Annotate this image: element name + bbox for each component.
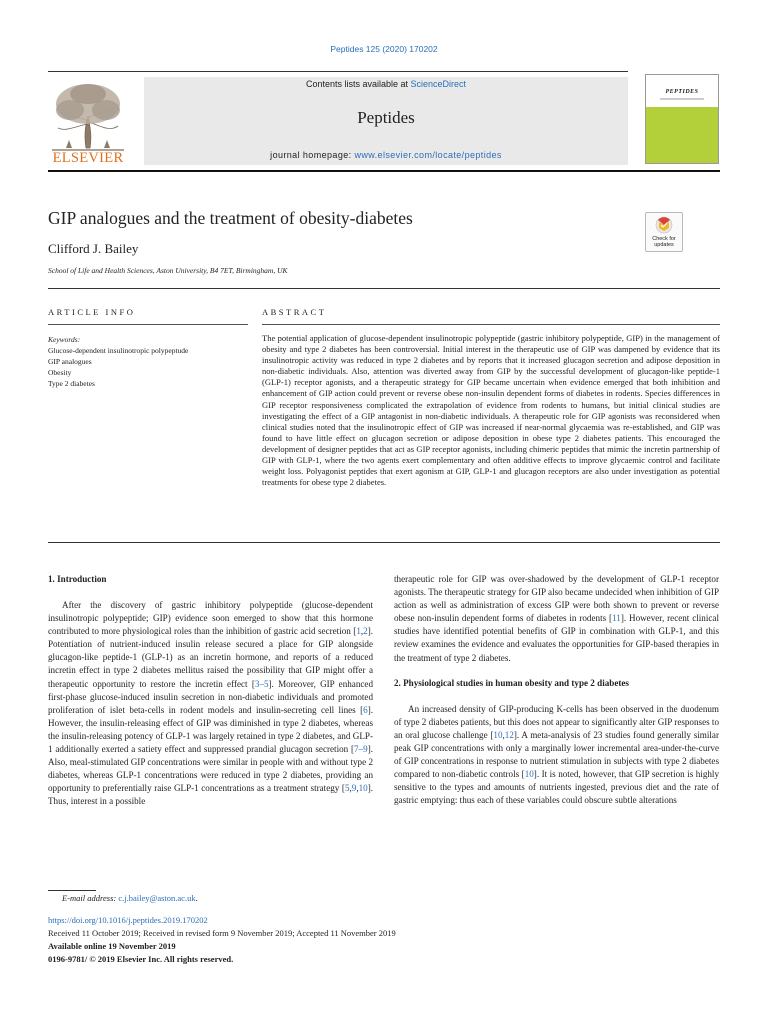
author-affiliation: School of Life and Health Sciences, Aston University, B4 7ET, Birmingham, UK [48,266,288,275]
text-run: ]. Moreover, GIP enhanced first-phase glucose-induced insulin secretion in non-diabetic individuals and promoted proliferation of islet beta-cells in rodent models and insulin-secreting cell lines [ [48,678,373,715]
text-run: ]. However, recent clinical studies have identified potential benefits of GIP in combination with GLP-1, and this review examines the evidence and evaluates the opportunities for GIP-based therapies in the treatment of type 2 diabetes. [394,613,719,663]
contents-prefix: Contents lists available at [305,79,411,89]
homepage-line [144,150,628,160]
citation-link[interactable]: 7–9 [354,744,368,755]
keywords-label: Keywords: [48,335,81,344]
citation-link[interactable]: 10 [524,769,534,780]
received-dates: Received 11 October 2019; Received in revised form 9 November 2019; Accepted 11 November 2019 [48,928,396,938]
introduction-paragraph-continued [394,573,719,665]
header-bottom-rule [48,170,720,172]
abstract-heading: ABSTRACT [262,307,327,317]
author-email-footnote [62,893,198,903]
journal-cover-title: PEPTIDES [665,89,699,95]
text-run: , [356,783,359,794]
physiological-studies-paragraph [394,703,719,808]
text-run: ]. Also, meal-stimulated GIP concentrations were similar in people with and without type 2 diabetes, whereas GLP-1 concentrations were reduced in type 2 diabetes, providing an opportunity to preferentially raise GLP-1 concentrations as a treatment strategy [ [48,744,373,794]
keyword-item: Type 2 diabetes [48,379,95,388]
keywords-block [48,334,248,389]
journal-cover-line [660,98,704,100]
section-heading-physiological-studies: 2. Physiological studies in human obesity and type 2 diabetes [394,677,629,688]
citation-link[interactable]: 9 [351,783,357,794]
text-run: ]. It is noted, however, that GIP secretion is highly sensitive to the types and amounts of nutrients ingested, previous diet and the rate of gastric emptying: thus each of these variables could obscure subtle alterations [394,769,719,806]
keyword-item: GIP analogues [48,357,92,366]
keyword-item: Obesity [48,368,72,377]
author-email-link[interactable]: c.j.bailey@aston.ac.uk [118,893,196,903]
text-run: ]. Thus, interest in a possible [48,783,373,807]
copyright-notice: 0196-9781/ © 2019 Elsevier Inc. All rights reserved. [48,954,234,964]
citation-link[interactable]: 1 [356,626,361,637]
citation-link[interactable]: 12 [504,729,514,740]
check-for-updates-label: Check for updates [652,236,676,248]
journal-title: Peptides [357,108,415,127]
footnote-rule [48,890,96,891]
body-column-left [48,573,373,809]
email-suffix: . [195,893,198,903]
citation-link[interactable]: 11 [612,613,621,624]
text-run: , [502,729,505,740]
keyword-item: Glucose-dependent insulinotropic polypeptude [48,346,189,355]
sciencedirect-link[interactable]: ScienceDirect [410,79,467,89]
article-title: GIP analogues and the treatment of obesity-diabetes [48,208,413,228]
text-run: After the discovery of gastric inhibitory polypeptide (glucose-dependent insulinotropic polypeptide; GIP) evidence soon emerged to show that this hormone contributed to more physiological roles than the inhibition of gastric acid secretion [ [48,600,373,637]
article-author: Clifford J. Bailey [48,241,139,256]
text-run: , [360,626,364,637]
crossmark-icon [646,213,682,235]
body-column-right [394,573,719,807]
title-separator-rule [48,288,720,289]
citation-link[interactable]: 5 [344,783,350,794]
abstract-text: The potential application of glucose-dependent insulinotropic polypeptide (gastric inhibitory polypeptide, GIP) in the management of obesity and type 2 diabetes has been controversial. Initial interest in the therapeutic use of GIP was dampened by evidence that its insulinotropic activity was reduced in type 2 diabetes and by reports that it increased glucagon secretion and adipose deposition in non-diabetic individuals. Also, attention was diverted away from GIP by the successful development of glucagon-like peptide-1 (GLP-1) receptor agonists, and a therapeutic strategy for GIP became uncertain when evidence emerged that both inhibition and enhancement of GIP action could prevent or reverse obese non-insulin dependent forms of diabetes in rodents. Species differences in GIP receptor responsiveness complicated the extrapolation of evidence from rodents to humans, but initial clinical studies are investigating the effect of a GIP antagonist in non-diabetic individuals. A therapeutic role for GIP agonists was reconsidered when clinical studies noted that the insulinotropic effect of GIP was increased if near-normal glycaemia was re-established, and GIP was found to have little effect on glucagon secretion or adipose deposition in obese type 2 diabetes patients. This encouraged the development of designer peptides that act as GIP receptor agonists, including chimeric peptides that mimic the incretin partnership of GIP with GLP-1, where the two agents exert complementary and often additive effects to improve glycaemic control and facilitate weight loss. Polyagonist peptides that exert agonism at GIP, GLP-1 and glucagon receptors are also under investigation as potential treatments for obese type 2 diabetes. [262,333,720,488]
text-run: , [349,783,352,794]
citation-link[interactable]: 10 [358,783,368,794]
introduction-paragraph [48,599,373,809]
doi-link[interactable]: https://doi.org/10.1016/j.peptides.2019.170202 [48,915,208,925]
citation-link[interactable]: 6 [363,704,368,715]
citation-link[interactable]: 3–5 [254,678,269,689]
homepage-prefix: journal homepage: [270,150,355,160]
abstract-rule [262,324,720,325]
journal-reference-link[interactable]: Peptides 125 (2020) 170202 [330,44,438,54]
text-run: An increased density of GIP-producing K-cells has been observed in the duodenum of type 2 diabetes patients, but this does not appear to significantly alter GIP responses to an oral glucose challenge [ [394,703,719,740]
elsevier-wordmark: ELSEVIER [52,150,124,166]
journal-homepage-link[interactable]: www.elsevier.com/locate/peptides [354,150,502,160]
citation-link[interactable]: 2 [363,626,368,637]
article-info-heading: ARTICLE INFO [48,307,136,317]
text-run: therapeutic role for GIP was over-shadowed by the development of GLP-1 receptor agonists. The therapeutic strategy for GIP also became undecided when inhibition of GIP action as well as administration of excess GIP were both shown to prevent or reverse obese non-insulin dependent forms of diabetes in rodents [ [394,574,719,624]
citation-link[interactable]: 10 [493,729,503,740]
header-top-rule [48,71,628,72]
text-run: ]. However, the insulin-releasing effect of GIP was diminished in type 2 diabetes, whereas the insulin-releasing potency of GLP-1 was largely retained in type 2 diabetes, and GLP-1 additionally exerted a satiety effect and suppressed prandial glucagon secretion [ [48,704,373,755]
email-label: E-mail address: [62,893,117,903]
section-heading-introduction: 1. Introduction [48,574,107,584]
article-info-rule [48,324,248,325]
available-online-date: Available online 19 November 2019 [48,941,176,951]
contents-line [144,79,628,89]
abstract-bottom-rule [48,542,720,543]
text-run: ]. Potentiation of nutrient-induced insulin release secured a place for GIP alongside glucagon-like peptide-1 (GLP-1) as an incretin hormone, and reports of a reduced incretin effect in type 2 diabetes mellitus raised the possibility that GIP might offer a therapeutic opportunity to restore the incretin effect [ [48,626,373,689]
text-run: ]. A meta-analysis of 23 studies found generally similar peak GIP concentrations with only a marginally lower incremental area-under-the-curve of GIP concentrations in response to nutrient stimulation in subjects with type 2 diabetes compared to non-diabetic controls [ [394,729,719,780]
